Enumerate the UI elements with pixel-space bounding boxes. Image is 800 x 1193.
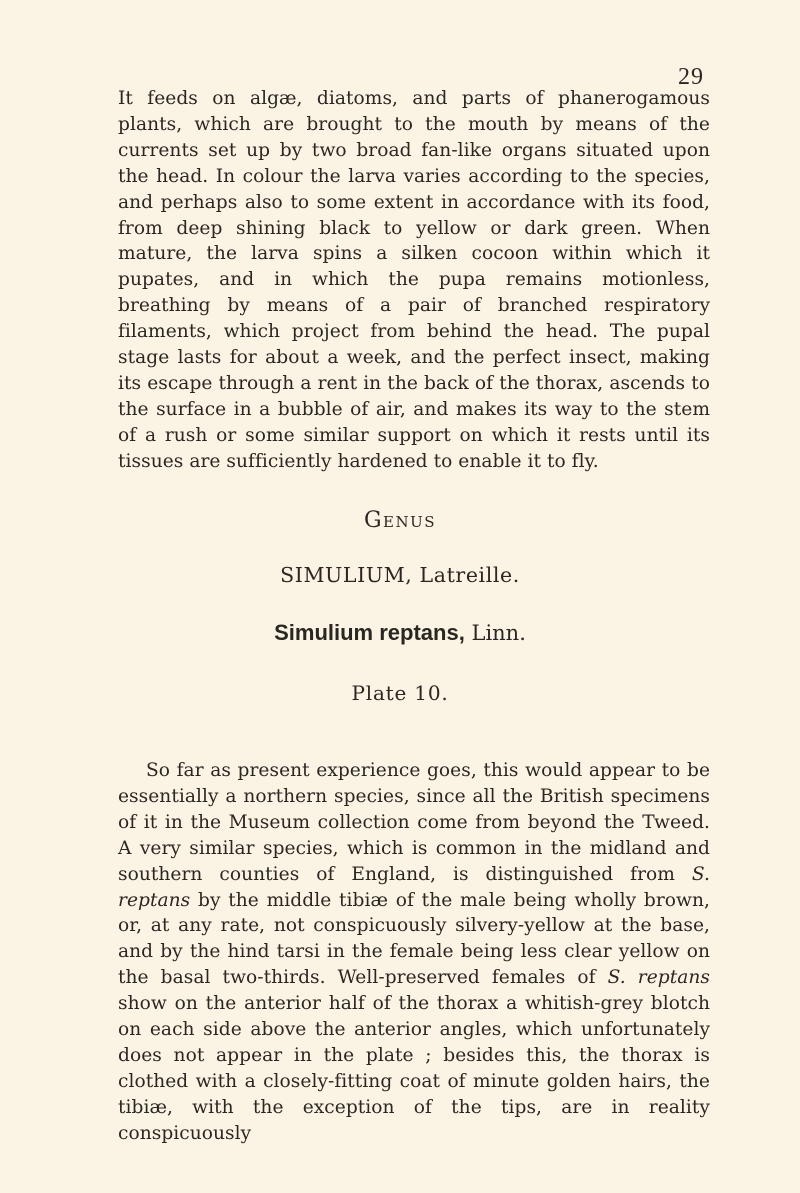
genus-heading: Genus (363, 508, 437, 533)
genus-name: SIMULIUM, Latreille. (280, 563, 520, 587)
species-title (0, 620, 800, 646)
body-paragraph-2 (118, 758, 710, 1147)
paragraph-2-part-3: show on the anterior half of the thorax a whitish-grey blotch on each side above the anterior angles, which unfortunately does not appear in the plate ; besides this, the thorax is clothed with a closely-fitting coat of minute golden hairs, the tibiæ, with the exception of the tips, are in reality conspicuously (118, 993, 710, 1144)
page-number: 29 (678, 64, 704, 90)
paragraph-2-part-2: by the middle tibiæ of the male being wholly brown, or, at any rate, not conspicuously silvery-yellow at the base, and by the hind tarsi in the female being less clear yellow on the basal two-thirds. Well-preserved females of (118, 889, 711, 989)
species-name: Simulium reptans, (274, 620, 465, 645)
species-italic-1: S. reptans (118, 863, 710, 911)
species-author: Linn. (471, 621, 526, 645)
species-italic-2: S. reptans (607, 967, 710, 989)
body-paragraph-1: It feeds on algæ, diatoms, and parts of phanerogamous plants, which are brought to the mouth by means of the currents set up by two broad fan-like organs situated upon the head. In colour the larva varies according to the species, and perhaps also to some extent in accordance with its food, from deep shining black to yellow or dark green. When mature, the larva spins a silken cocoon within which it pupates, and in which the pupa remains motionless, breathing by means of a pair of branched respiratory filaments, which project from behind the head. The pupal stage lasts for about a week, and the perfect insect, making its escape through a rent in the back of the thorax, ascends to the surface in a bubble of air, and makes its way to the stem of a rush or some similar support on which it rests until its tissues are sufficiently hardened to enable it to fly. (118, 88, 710, 472)
paragraph-2-part-1: So far as present experience goes, this would appear to be essentially a northern species, since all the British specimens of it in the Museum collection come from beyond the Tweed. A very similar species, which is common in the midland and southern counties of England, is distinguished from (118, 760, 710, 885)
plate-reference: Plate 10. (351, 681, 449, 705)
